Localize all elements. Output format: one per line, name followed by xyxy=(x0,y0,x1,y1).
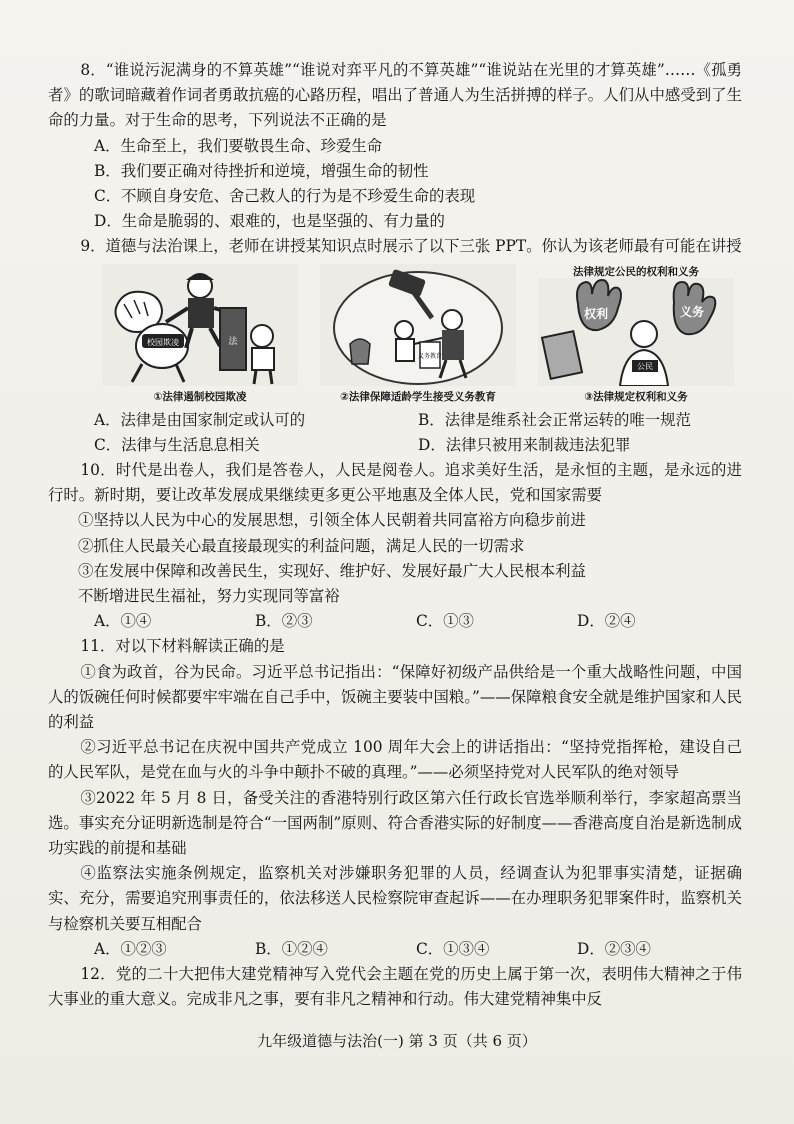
q10-option-c: C．①③ xyxy=(416,612,474,631)
q9-options-row-1 xyxy=(48,408,742,433)
q9-stem: 9．道德与法治课上，老师在讲授某知识点时展示了以下三张 PPT。你认为该老师最有可能在讲授 xyxy=(80,237,742,256)
q8-option-a: A．生命至上，我们要敬畏生命、珍爱生命 xyxy=(94,136,383,155)
q10-item-3: ③在发展中保障和改善民生，实现好、维护好、发展好最广大人民根本利益 xyxy=(78,561,586,580)
q9-option-d: D．法律只被用来制裁违法犯罪 xyxy=(418,435,631,454)
q10-stem: 10．时代是出卷人，我们是答卷人，人民是阅卷人。追求美好生活，是永恒的主题，是永远的进行时。新时期，要让改革发展成果继续更多更公平地惠及全体人民，党和国家需要 xyxy=(48,461,742,505)
q9-option-b: B．法律是维系社会正常运转的唯一规范 xyxy=(418,410,691,429)
figure-rights-obligations xyxy=(538,264,734,404)
q11-option-c: C．①③④ xyxy=(416,939,490,958)
q8-option-d: D．生命是脆弱的、艰难的，也是坚强的、有力量的 xyxy=(94,212,445,231)
q10-item-1: ①坚持以人民为中心的发展思想，引领全体人民朝着共同富裕方向稳步前进 xyxy=(78,511,586,530)
svg-text:法: 法 xyxy=(228,336,238,347)
q11-item-1: ①食为政首，谷为民命。习近平总书记指出：“保障好初级产品供给是一个重大战略性问题，中国人的饭碗任何时候都要牢牢端在自己手中，饭碗主要装中国粮。”——保障粮食安全就是维护国家和人民的利益 xyxy=(48,662,742,732)
q10-option-a: A．①④ xyxy=(94,612,152,631)
figure-2-caption: ②法律保障适龄学生接受义务教育 xyxy=(340,390,496,403)
figure-3-person-label: 公民 xyxy=(637,361,653,371)
q11-options xyxy=(48,937,742,962)
q10-option-b: B．②③ xyxy=(255,612,313,631)
q9-option-a: A．法律是由国家制定或认可的 xyxy=(94,410,306,429)
q11-stem: 11．对以下材料解读正确的是 xyxy=(80,637,285,656)
q11-option-b: B．①②④ xyxy=(255,939,328,958)
bullying-cartoon-image xyxy=(102,264,298,386)
q8-option-c: C．不顾自身安危、舍己救人的行为是不珍爱生命的表现 xyxy=(94,187,476,206)
q9-option-c: C．法律与生活息息相关 xyxy=(94,435,260,454)
q8-stem: 8．“谁说污泥满身的不算英雄”“谁说对弈平凡的不算英雄”“谁说站在光里的才算英雄”……《孤勇者》的歌词暗藏着作词者勇敢抗癌的心路历程，唱出了普通人为生活拼搏的样子。人们从中感受到了生命的力量。对于生命的思考，下列说法不正确的是 xyxy=(48,61,742,130)
figure-1-caption: ①法律遏制校园欺凌 xyxy=(153,390,247,403)
q11-item-4: ④监察法实施条例规定，监察机关对涉嫌职务犯罪的人员，经调查认为犯罪事实清楚，证据确实、充分，需要追究刑事责任的，依法移送人民检察院审查起诉——在办理职务犯罪案件时，监察机关与检察机关要互相配合 xyxy=(48,864,742,933)
q9-figures xyxy=(102,264,734,404)
figure-3-left-label: 权利 xyxy=(583,306,609,321)
q11-option-d: D．②③④ xyxy=(577,939,651,958)
q9-options-row-2 xyxy=(48,433,742,458)
education-cartoon-image xyxy=(320,264,516,386)
q10-item-2: ②抓住人民最关心最直接最现实的利益问题，满足人民的一切需求 xyxy=(78,536,525,555)
figure-school-bullying xyxy=(102,264,298,404)
q10-option-d: D．②④ xyxy=(577,612,636,631)
q11-option-a: A．①②③ xyxy=(94,939,167,958)
figure-3-caption: ③法律规定权利和义务 xyxy=(584,390,688,403)
q11-item-2: ②习近平总书记在庆祝中国共产党成立 100 周年大会上的讲话指出：“坚持党指挥枪，建设自己的人民军队，是党在血与火的斗争中颠扑不破的真理。”——必须坚持党对人民军队的绝对领导 xyxy=(48,738,742,782)
q10-item-4: 不断增进民生福祉，努力实现同等富裕 xyxy=(78,587,340,606)
rights-cartoon-image xyxy=(538,264,734,386)
figure-compulsory-education xyxy=(320,264,516,404)
q12-stem: 12．党的二十大把伟大建党精神写入党代会主题在党的历史上属于第一次，表明伟大精神之于伟大事业的重大意义。完成非凡之事，要有非凡之精神和行动。伟大建党精神集中反 xyxy=(48,965,742,1009)
page-footer: 九年级道德与法治(一) 第 3 页（共 6 页） xyxy=(257,1032,537,1050)
figure-1-badge: 校园欺凌 xyxy=(147,337,179,347)
figure-3-title: 法律规定公民的权利和义务 xyxy=(573,265,699,278)
figure-3-right-label: 义务 xyxy=(679,304,705,319)
figure-2-badge: 义务教育 xyxy=(417,352,443,360)
q11-item-3: ③2022 年 5 月 8 日，备受关注的香港特别行政区第六任行政长官选举顺利举行，李家超高票当选。事实充分证明新选制是符合“一国两制”原则、符合香港实际的好制度——香港高度自治是新选制成功实践的前提和基础 xyxy=(48,788,742,858)
q8-option-b: B．我们要正确对待挫折和逆境，增强生命的韧性 xyxy=(94,161,429,180)
q10-options xyxy=(48,609,742,634)
